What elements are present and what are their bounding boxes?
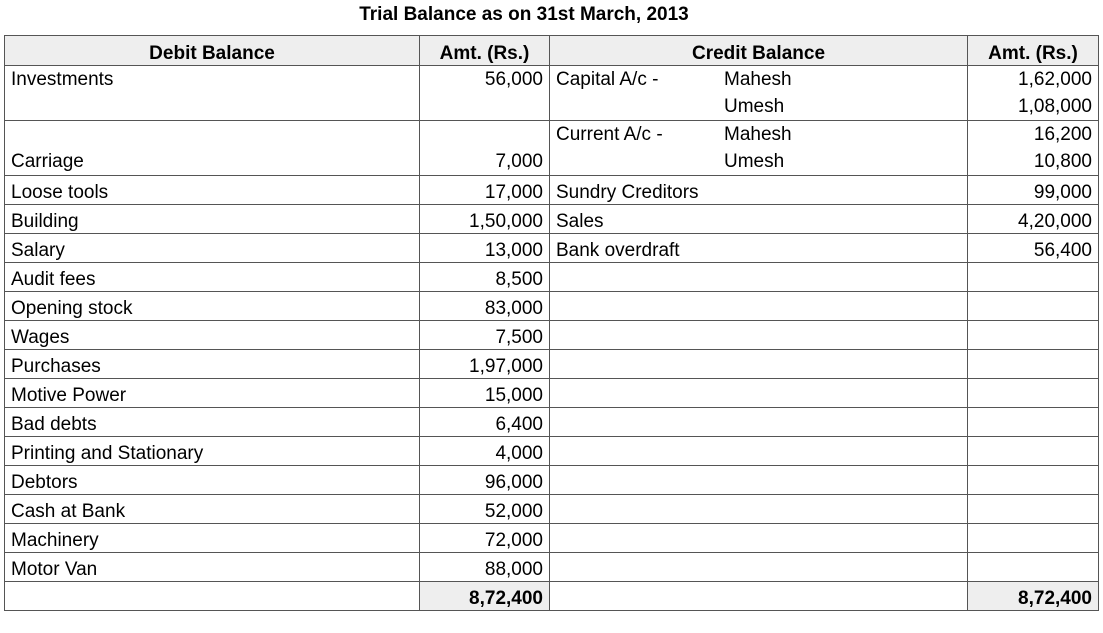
- debit-amount: 88,000: [420, 553, 550, 582]
- credit-label: Bank overdraft: [550, 234, 968, 263]
- debit-header: Debit Balance: [5, 36, 420, 66]
- credit-amount: [968, 495, 1099, 524]
- table-row: [5, 66, 1099, 121]
- credit-label: [550, 524, 968, 553]
- credit-total: 8,72,400: [968, 582, 1099, 611]
- debit-total: 8,72,400: [420, 582, 550, 611]
- table-row: [5, 321, 1099, 350]
- credit-amt-header: Amt. (Rs.): [968, 36, 1099, 66]
- credit-amount: [968, 321, 1099, 350]
- debit-amount: 15,000: [420, 379, 550, 408]
- debit-amount: 1,50,000: [420, 205, 550, 234]
- table-row: [5, 350, 1099, 379]
- table-row: [5, 553, 1099, 582]
- debit-label: Investments: [11, 69, 114, 90]
- credit-label: Current A/c -: [556, 124, 663, 145]
- credit-cell: [550, 66, 968, 121]
- credit-amount: 4,20,000: [968, 205, 1099, 234]
- credit-amt-cell: [968, 121, 1099, 176]
- credit-amount: 1,62,000: [1018, 69, 1092, 90]
- debit-amt-cell: [420, 66, 550, 121]
- table-row: [5, 524, 1099, 553]
- credit-label: [550, 553, 968, 582]
- debit-amount: 4,000: [420, 437, 550, 466]
- debit-amount: 7,500: [420, 321, 550, 350]
- debit-amount: 96,000: [420, 466, 550, 495]
- debit-amount: 13,000: [420, 234, 550, 263]
- page-title: Trial Balance as on 31st March, 2013: [359, 4, 689, 25]
- table-row: [5, 263, 1099, 292]
- debit-amount: 56,000: [484, 69, 543, 90]
- credit-amount: 16,200: [1033, 124, 1092, 145]
- credit-label: [550, 495, 968, 524]
- debit-label: Motor Van: [5, 553, 420, 582]
- credit-amount: [968, 292, 1099, 321]
- credit-amount: [968, 379, 1099, 408]
- debit-label: Debtors: [5, 466, 420, 495]
- credit-label: [550, 437, 968, 466]
- credit-label: Capital A/c -: [556, 69, 659, 90]
- credit-header: Credit Balance: [550, 36, 968, 66]
- table-row: [5, 292, 1099, 321]
- debit-label: Salary: [5, 234, 420, 263]
- credit-amount: [968, 524, 1099, 553]
- debit-amount: 8,500: [420, 263, 550, 292]
- table-row: [5, 408, 1099, 437]
- table-row: [5, 379, 1099, 408]
- table-row: [5, 437, 1099, 466]
- credit-label: [550, 321, 968, 350]
- credit-amount: [968, 553, 1099, 582]
- partner-name: Mahesh: [724, 124, 792, 145]
- debit-amount: 1,97,000: [420, 350, 550, 379]
- debit-amt-cell: [420, 121, 550, 176]
- debit-amount: 6,400: [420, 408, 550, 437]
- partner-name: Umesh: [724, 151, 785, 172]
- debit-label: Cash at Bank: [5, 495, 420, 524]
- credit-amount: [968, 350, 1099, 379]
- debit-amount: 52,000: [420, 495, 550, 524]
- debit-label: Carriage: [11, 151, 84, 172]
- credit-amount: [968, 408, 1099, 437]
- credit-label: [550, 408, 968, 437]
- table-row: [5, 234, 1099, 263]
- table-row: [5, 205, 1099, 234]
- debit-amount: 17,000: [420, 176, 550, 205]
- debit-amount: 7,000: [495, 151, 543, 172]
- totals-row: [5, 582, 1099, 611]
- trial-balance-table: [4, 35, 1099, 611]
- credit-cell: [550, 121, 968, 176]
- debit-label: Wages: [5, 321, 420, 350]
- credit-label: [550, 350, 968, 379]
- credit-amount: 56,400: [968, 234, 1099, 263]
- table-row: [5, 466, 1099, 495]
- table-row: [5, 121, 1099, 176]
- credit-label: Sales: [550, 205, 968, 234]
- debit-label: Purchases: [5, 350, 420, 379]
- debit-amount: 72,000: [420, 524, 550, 553]
- header-row: [5, 36, 1099, 66]
- debit-label: Building: [5, 205, 420, 234]
- credit-label: Sundry Creditors: [550, 176, 968, 205]
- credit-amt-cell: [968, 66, 1099, 121]
- partner-name: Umesh: [724, 96, 785, 117]
- debit-label: Bad debts: [5, 408, 420, 437]
- credit-amount: [968, 263, 1099, 292]
- debit-cell: [5, 121, 420, 176]
- credit-amount: 10,800: [1033, 151, 1092, 172]
- credit-amount: 1,08,000: [1018, 96, 1092, 117]
- credit-amount: [968, 437, 1099, 466]
- credit-label: [550, 292, 968, 321]
- debit-amt-header: Amt. (Rs.): [420, 36, 550, 66]
- partner-name: Mahesh: [724, 69, 792, 90]
- credit-label: [550, 466, 968, 495]
- debit-label: Opening stock: [5, 292, 420, 321]
- table-row: [5, 495, 1099, 524]
- credit-amount: [968, 466, 1099, 495]
- credit-label: [550, 263, 968, 292]
- debit-label: Motive Power: [5, 379, 420, 408]
- debit-amount: 83,000: [420, 292, 550, 321]
- credit-amount: 99,000: [968, 176, 1099, 205]
- debit-label: Printing and Stationary: [5, 437, 420, 466]
- credit-label: [550, 379, 968, 408]
- debit-cell: [5, 66, 420, 121]
- debit-label: Loose tools: [5, 176, 420, 205]
- debit-label: Machinery: [5, 524, 420, 553]
- table-row: [5, 176, 1099, 205]
- debit-label: Audit fees: [5, 263, 420, 292]
